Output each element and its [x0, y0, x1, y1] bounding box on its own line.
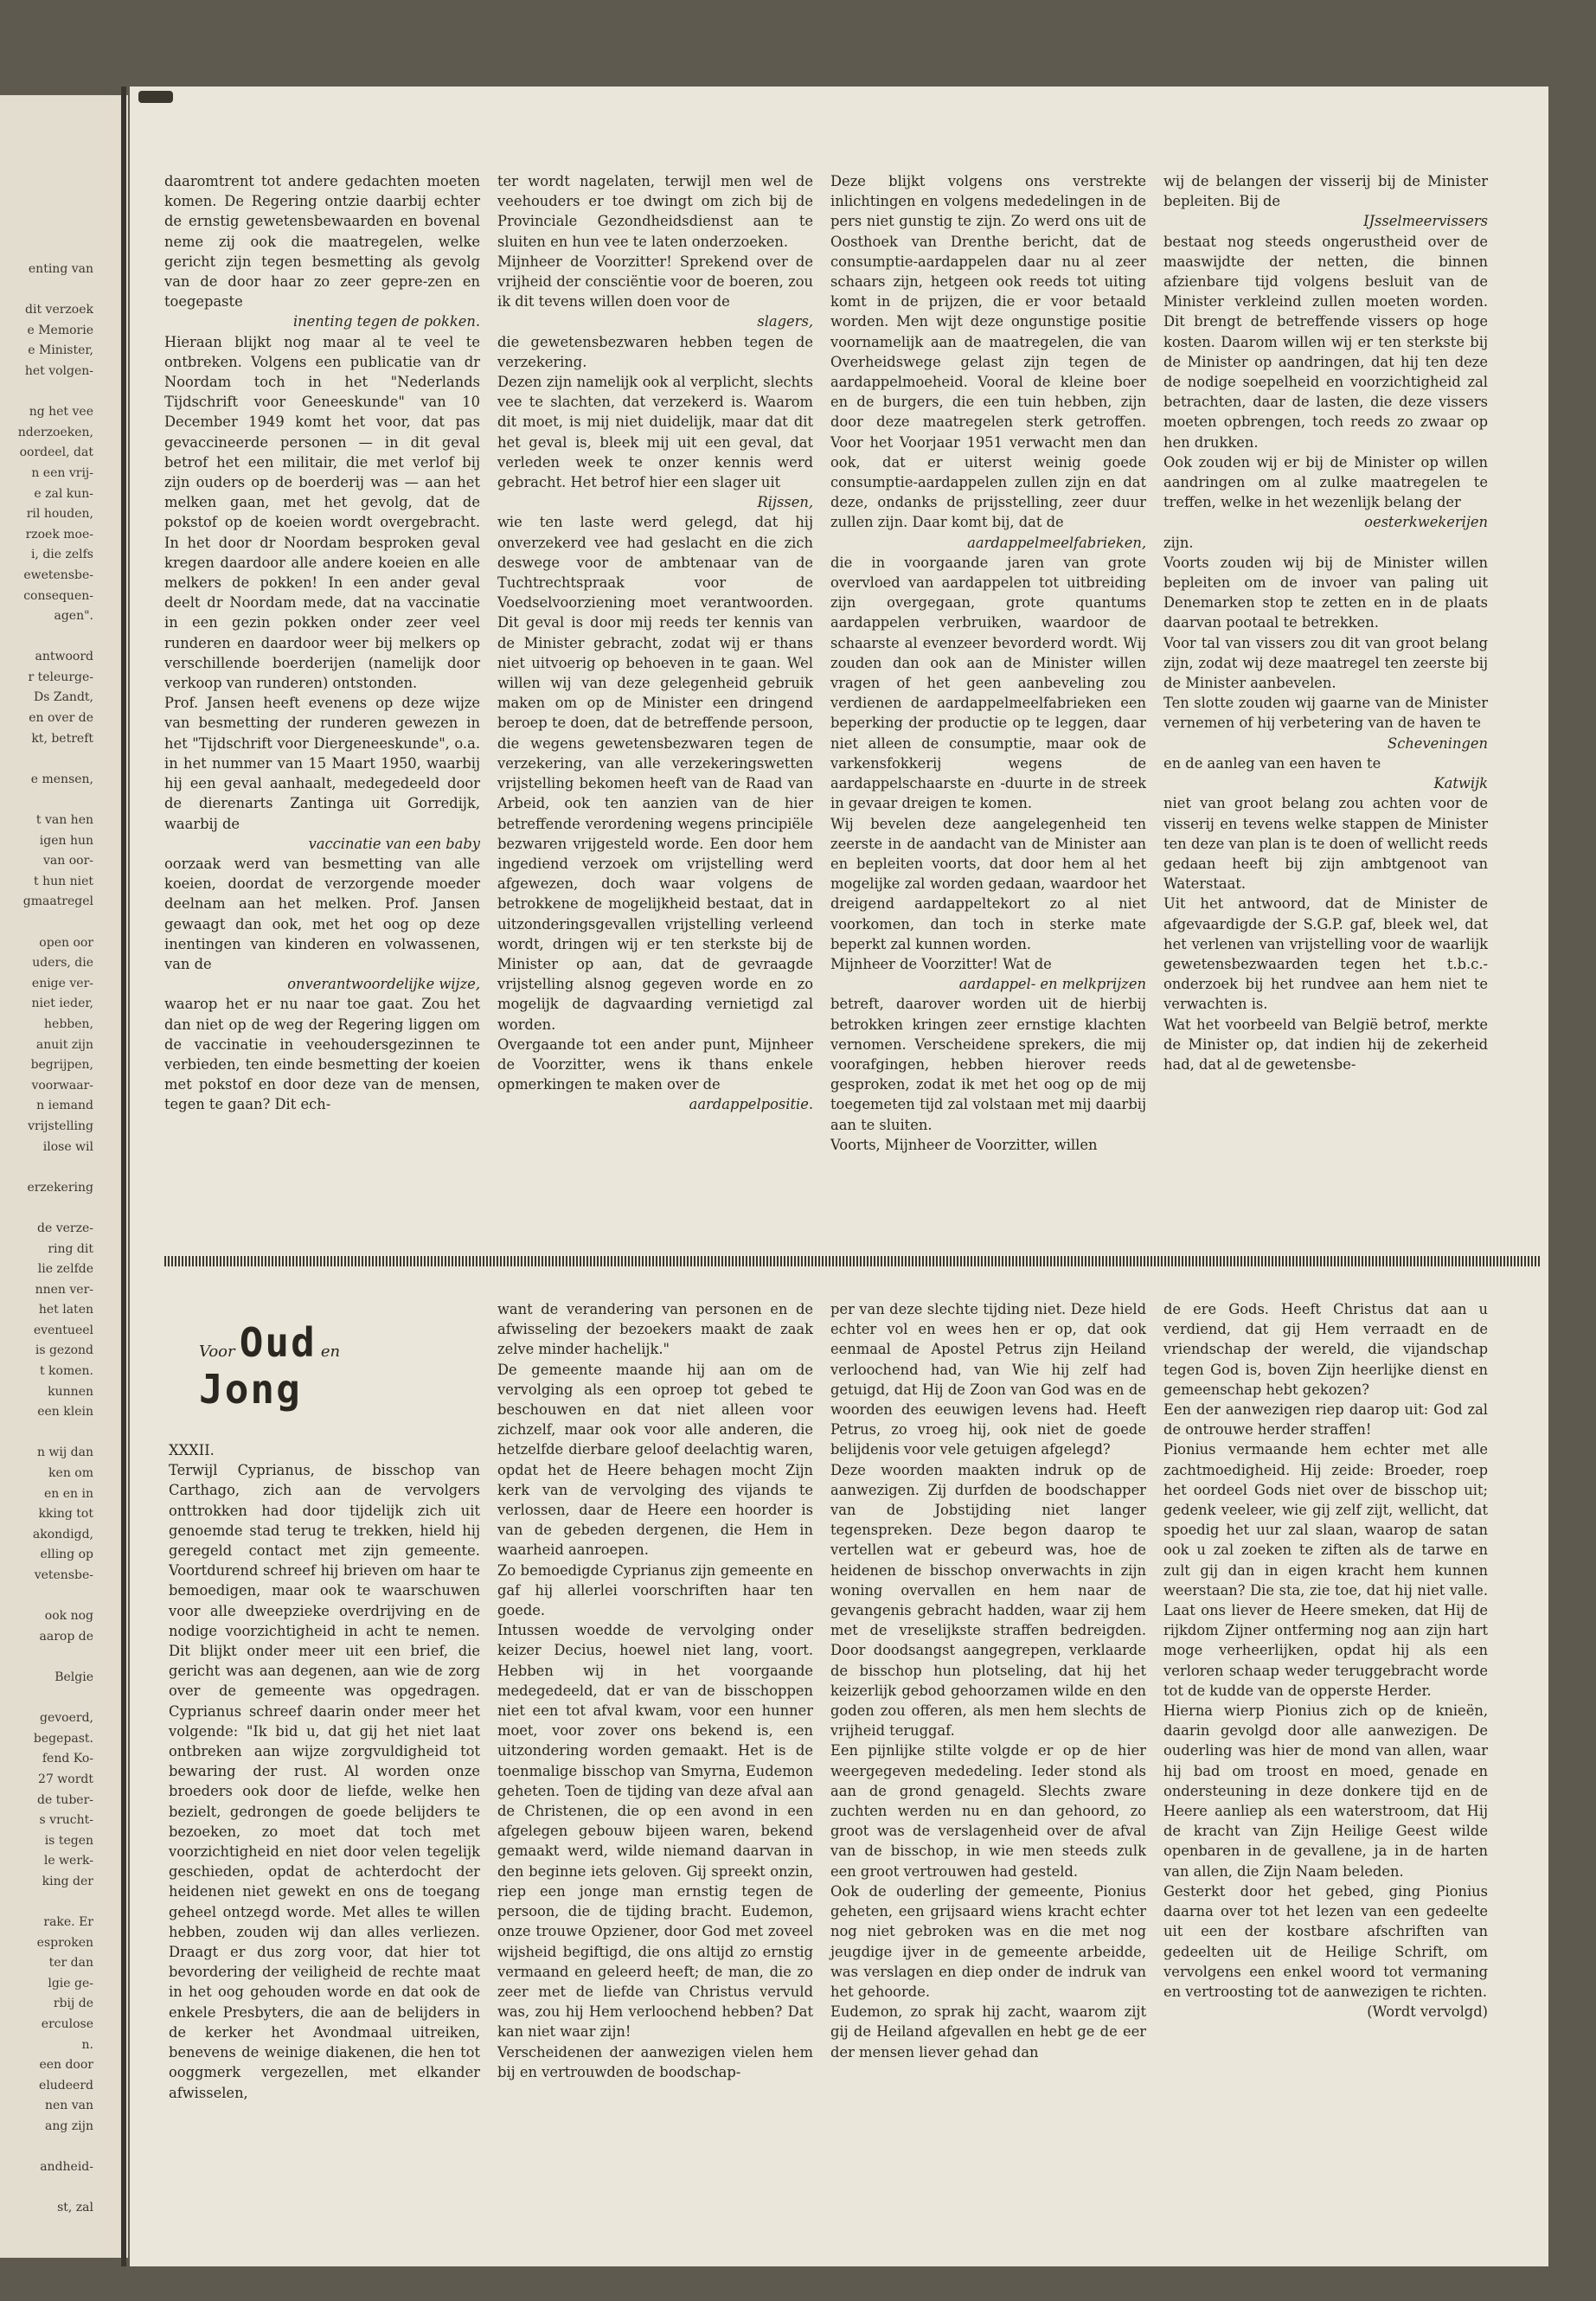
adjacent-page-line: esproken: [36, 1935, 93, 1950]
adjacent-page-line: andheid-: [40, 2160, 93, 2175]
adjacent-page-line: het volgen-: [24, 363, 93, 378]
adjacent-page-line: t komen.: [39, 1364, 93, 1379]
adjacent-page-line: [0, 1647, 93, 1668]
paragraph: betreft, daarover worden uit de hierbij betrokken kringen zeer ernstige klachten vernomen. Verscheidene sprekers, die mij voorafgingen, hebben hierover reeds gesproken, zodat ik met het oog op de mij toegemeten tijd zal volstaan met mij daarbij aan te sluiten.: [830, 996, 1146, 1133]
adjacent-page-line: lie zelfde: [37, 1262, 93, 1277]
adjacent-page-line: [0, 1423, 93, 1444]
paragraph: want de verandering van personen en de afwisseling der bezoekers maakt de zaak zelve minder hachelijk.": [497, 1301, 813, 1358]
adjacent-page-text: [0, 260, 93, 2219]
masthead-jong: Jong: [199, 1366, 302, 1413]
adjacent-page-line: r teleurge-: [28, 670, 93, 684]
paragraph: die gewetensbezwaren hebben tegen de verzekering.: [497, 333, 813, 370]
subheading: Scheveningen: [1388, 734, 1488, 752]
paragraph: Wij bevelen deze aangelegenheid ten zeerste in de aandacht van de Minister aan en bepleiten voorts, dat door hem al het mogelijke zal worden gedaan, waardoor het dreigend aardappeltekort zo al niet voorkomen, dan toch in sterke mate beperkt zal kunnen worden.: [830, 815, 1146, 952]
paper-tear: [138, 91, 173, 103]
subheading: IJsselmeervissers: [1363, 213, 1488, 230]
adjacent-page-line: en en in: [44, 1486, 93, 1501]
adjacent-page-line: dit verzoek: [25, 303, 93, 317]
paragraph: Terwijl Cyprianus, de bisschop van Carthago, zich aan de vervolgers onttrokken had door tijdelijk zich uit genoemde stad terug te trekken, hield hij geregeld contact met zijn gemeente. Voortdurend schreef hij brieven om haar te bemoedigen, maar ook te waarschuwen voor alle dweepzieke overdrijving en de nodige voorzichtigheid in acht te nemen. Dit blijkt onder meer uit een brief, die gericht was aan degenen, aan wie de zorg over de gemeente was opgedragen. Cyprianus schreef daarin onder meer het volgende: "Ik bid u, dat gij het niet laat ontbreken aan wijze zorgvuldigheid tot bewaring der rust. Al worden onze broeders ook door de liefde, welke hen bezielt, gedrongen de goede belijders te bezoeken, zo moet dat toch met voorzichtigheid en niet door velen tegelijk geschieden, opdat de achterdocht der heidenen niet gewekt en ons de toegang geheel ontzegd worde. Met alles te willen hebben, zouden wij dan alles verliezen. Draagt er dus zorg voor, dat hier tot bevordering der veiligheid de rechte maat in het oog gehouden worde en dat ook de enkele Presbyters, die aan de belijders in de kerker het Avondmaal uitreiken, benevens de weinige diakenen, die hen tot ooggmerk vergezellen, met elkander afwisselen,: [169, 1462, 480, 2101]
adjacent-page-line: eventueel: [33, 1323, 93, 1337]
paragraph: (Wordt vervolgd): [1367, 2003, 1488, 2021]
adjacent-page-line: gevoerd,: [40, 1711, 93, 1726]
section-divider: [164, 1256, 1540, 1266]
adjacent-page-line: erculose: [41, 2017, 93, 2032]
masthead-en: en: [320, 1343, 341, 1361]
adjacent-page-line: igen hun: [39, 833, 93, 848]
adjacent-page-line: niet ieder,: [31, 997, 93, 1011]
subheading: onverantwoordelijke wijze,: [287, 976, 480, 993]
paragraph: oorzaak werd van besmetting van alle koeien, doordat de verzorgende moeder deelnam aan het melken. Prof. Jansen gewaagt dan ook, met het oog op deze inentingen van kinderen en volwassenen, van de: [164, 855, 480, 972]
subheading: slagers,: [757, 313, 813, 330]
masthead-voor: Voor: [199, 1343, 235, 1361]
adjacent-page-line: een door: [39, 2058, 93, 2073]
adjacent-page-line: i, die zelfs: [30, 548, 93, 562]
adjacent-page-line: [0, 790, 93, 811]
adjacent-page-line: s vrucht-: [39, 1813, 93, 1828]
adjacent-page-line: aarop de: [39, 1629, 93, 1644]
adjacent-page-line: begrijpen,: [30, 1058, 93, 1073]
paragraph: Eudemon, zo sprak hij zacht, waarom zijt gij de Heiland afgevallen en hebt ge de eer der mensen liever gehad dan: [830, 2003, 1146, 2061]
adjacent-page-line: [0, 2178, 93, 2199]
adjacent-page-line: is gezond: [35, 1343, 93, 1358]
adjacent-page: [0, 95, 128, 2258]
story-column-3: [830, 1299, 1146, 2062]
paragraph: ter wordt nagelaten, terwijl men wel de veehouders er toe dwingt om zich bij de Provinciale Gezondheidsdienst aan te sluiten en hun vee te laten onderzoeken.: [497, 173, 813, 250]
page-spine: [121, 87, 126, 2266]
adjacent-page-line: eludeerd: [39, 2078, 93, 2093]
adjacent-page-line: kt, betreft: [31, 731, 93, 746]
adjacent-page-line: rake. Er: [43, 1915, 93, 1930]
adjacent-page-line: gmaatregel: [22, 894, 93, 909]
adjacent-page-line: e mensen,: [30, 772, 93, 786]
paragraph: bestaat nog steeds ongerustheid over de maaswijdte der netten, die binnen afzienbare tijd volgens besluit van de Minister verkleind zullen moeten worden. Dit brengt de betreffende vissers op hoge kosten. Daarom willen wij er ten sterkste bij de Minister op aandringen, dat hij ten deze de nodige soepelheid en voorzichtigheid zal betrachten, daar de lasten, die deze vissers moeten opbrengen, toch reeds zo zwaar op hen drukken.: [1163, 233, 1488, 451]
adjacent-page-line: t hun niet: [34, 874, 93, 888]
adjacent-page-line: van oor-: [42, 854, 93, 868]
subheading: oesterkwekerijen: [1364, 514, 1488, 531]
subheading: aardappelmeelfabrieken,: [967, 534, 1146, 551]
adjacent-page-line: t van hen: [35, 813, 93, 828]
adjacent-page-line: kunnen: [48, 1384, 93, 1399]
subheading: aardappelpositie.: [689, 1096, 813, 1113]
paragraph: Deze woorden maakten indruk op de aanwezigen. Zij durfden de boodschapper van de Jobstijding niet langer tegenspreken. Deze begon daarop te vertellen wat er gebeurd was, hoe de heidenen de bisschop onverwachts in zijn woning overvallen en hem naar de gevangenis gebracht hadden, waar zij hem met de vreselijkste straffen bedreigden. Door doodsangst aangegrepen, verklaarde de bisschop hun plotseling, dat hij het keizerlijk gebod gehoorzamen wilde en den goden zou offeren, als men hem slechts de vrijheid teruggaf.: [830, 1461, 1146, 1740]
paragraph: waarop het er nu naar toe gaat. Zou het dan niet op de weg der Regering liggen om de vaccinatie in veehoudersgezinnen te verbieden, ten einde besmetting der koeien met pokstof en door deze van de mensen, tegen te gaan? Dit ech-: [164, 996, 480, 1113]
adjacent-page-line: Ds Zandt,: [34, 690, 93, 705]
masthead-voor-oud-en-jong: [199, 1319, 433, 1413]
adjacent-page-line: consequen-: [23, 588, 93, 603]
paragraph: die in voorgaande jaren van grote overvloed van aardappelen tot uitbreiding zijn overgegaan, grote quantums aardappelen verbruiken, waardoor de schaarste al evenzeer bevorderd wordt. Wij zouden dan ook aan de Minister willen vragen of het geen aanbeveling zou verdienen de aardappelmeelfabrieken een beperking der productie op te leggen, daar niet alleen de consumptie, maar ook de varkensfokkerij wegens de aardappelschaarste en -duurte in de streek in gevaar dreigen te komen.: [830, 554, 1146, 812]
paragraph: Wat het voorbeeld van België betrof, merkte de Minister op, dat indien hij de zekerheid had, dat al de gewetensbe-: [1163, 1016, 1488, 1073]
story-column-2: [497, 1299, 813, 2082]
adjacent-page-line: anuit zijn: [35, 1037, 93, 1052]
adjacent-page-line: [0, 382, 93, 403]
adjacent-page-line: nnen ver-: [35, 1282, 93, 1297]
adjacent-page-line: [0, 1157, 93, 1178]
adjacent-page-line: agen".: [54, 609, 93, 624]
adjacent-page-line: vetensbe-: [34, 1568, 93, 1582]
adjacent-page-line: de tuber-: [36, 1792, 93, 1807]
paragraph: Hierna wierp Pionius zich op de knieën, daarin gevolgd door alle aanwezigen. De ouderling was hier de mond van allen, waar hij bad om troost en moed, genade en ondersteuning in deze donkere tijd en de Heere aanliep als een waterstroom, dat Hij de kracht van Zijn Heilige Geest wilde openbaren in de gevallene, ja in de harten van allen, die Zijn Naam beleden.: [1163, 1702, 1488, 1880]
paragraph: Overgaande tot een ander punt, Mijnheer de Voorzitter, wens ik thans enkele opmerkingen te maken over de: [497, 1035, 813, 1093]
adjacent-page-line: [0, 627, 93, 648]
paragraph: Zo bemoedigde Cyprianus zijn gemeente en gaf hij allerlei voorschriften haar ten goede.: [497, 1561, 813, 1619]
article-column-2: [497, 171, 813, 1115]
adjacent-page-line: ken om: [48, 1466, 93, 1481]
paragraph: zijn.: [1163, 534, 1194, 551]
paragraph: Pionius vermaande hem echter met alle zachtmoedigheid. Hij zeide: Broeder, roep het oordeel Gods niet over de bisschop uit; gedenk veeleer, wie gij zelf zijt, wellicht, dat spoedig het uur zal slaan, waarop de satan ook u zal zoeken te ziften als de tarwe en zult gij dan in eigen kracht hem kunnen weerstaan? Die sta, zie toe, dat hij niet valle. Laat ons liever de Heere smeken, dat Hij de rijkdom Zijner ontferming nog aan zijn hart moge verheerlijken, opdat hij als een verloren schaap weder teruggebracht worde tot de kudde van de opperste Herder.: [1163, 1441, 1488, 1699]
paragraph: De gemeente maande hij aan om de vervolging als een oproep tot gebed te beschouwen en dat niet alleen voor zichzelf, maar ook voor alle anderen, die hetzelfde dierbare geloof deelachtig waren, opdat het de Heere behagen mocht Zijn kerk van de vervolging des vijands te verlossen, daar de Heere een hoorder is van de gebeden dergenen, die Hem in waarheid aanroepen.: [497, 1361, 813, 1559]
story-column-1: [169, 1440, 480, 2103]
paragraph: Een pijnlijke stilte volgde er op de hier weergegeven mededeling. Ieder stond als aan de grond genageld. Slechts zware zuchten werden nu en dan gehoord, zo groot was de verslagenheid over de afval van de bisschop, in wie men steeds zulk een groot vertrouwen had gesteld.: [830, 1742, 1146, 1880]
adjacent-page-line: ng het vee: [29, 405, 93, 420]
article-column-4: [1163, 171, 1488, 1074]
paragraph: de ere Gods. Heeft Christus dat aan u verdiend, dat gij Hem verraadt en de vriendschap der wereld, die vijandschap tegen God is, boven Zijn heerlijke dienst en gemeenschap hebt gekozen?: [1163, 1301, 1488, 1398]
adjacent-page-line: ewetensbe-: [23, 567, 93, 582]
adjacent-page-line: 27 wordt: [38, 1772, 93, 1786]
paragraph: XXXII.: [169, 1442, 215, 1458]
paragraph: Voor tal van vissers zou dit van groot belang zijn, zodat wij deze maatregel ten zeerste bij de Minister aanbevelen.: [1163, 634, 1488, 692]
paragraph: Verscheidenen der aanwezigen vielen hem bij en vertrouwden de boodschap-: [497, 2043, 813, 2080]
adjacent-page-line: lgie ge-: [48, 1976, 93, 1990]
adjacent-page-line: akondigd,: [32, 1527, 93, 1541]
paragraph: Ten slotte zouden wij gaarne van de Minister vernemen of hij verbetering van de haven te: [1163, 695, 1488, 732]
adjacent-page-line: [0, 1893, 93, 1913]
paragraph: Intussen woedde de vervolging onder keizer Decius, hoewel niet lang, voort. Hebben wij in het voorgaande medegedeeld, dat er van de bisschoppen niet een tot afval kwam, voor een hunner moet, voor zover ons bekend is, een uitzondering worden gemaakt. Het is de toenmalige bisschop van Smyrna, Eudemon geheten. Toen de tijding van deze afval aan de Christenen, die op een avond in een afgelegen gebouw bijeen waren, bekend gemaakt werd, wilde niemand daarvan in den beginne iets geloven. Gij spreekt onzin, riep een jonge man ernstig tegen de persoon, die de tijding bracht. Eudemon, onze trouwe Opziener, door God met zoveel wijsheid begiftigd, die ons altijd zo ernstig vermaand en geleerd heeft; de man, die zo zeer met de liefde van Christus vervuld was, zou hij Hem verloochend hebben? Dat kan niet waar zijn!: [497, 1622, 813, 2041]
paragraph: Uit het antwoord, dat de Minister de afgevaardigde der S.G.P. gaf, bleek wel, dat het verlenen van vrijstelling voor de waarlijk gewetensbezwaarden tegen het t.b.c.-onderzoek bij het rundvee aan hem niet te verwachten is.: [1163, 895, 1488, 1013]
paragraph: Ook zouden wij er bij de Minister op willen aandringen om al zulke maatregelen te treffen, welke in het wezenlijk belang der: [1163, 453, 1488, 511]
adjacent-page-line: ring dit: [48, 1241, 93, 1256]
adjacent-page-line: le werk-: [43, 1854, 93, 1868]
adjacent-page-line: [0, 913, 93, 933]
adjacent-page-line: begepast.: [33, 1731, 93, 1746]
adjacent-page-line: vrijstelling: [28, 1118, 93, 1133]
adjacent-page-line: n wij dan: [36, 1445, 93, 1460]
adjacent-page-line: n.: [81, 2037, 93, 2052]
adjacent-page-line: fend Ko-: [42, 1752, 93, 1766]
adjacent-page-line: rzoek moe-: [25, 527, 93, 542]
adjacent-page-line: ril houden,: [26, 507, 93, 522]
paragraph: Mijnheer de Voorzitter! Wat de: [830, 955, 1052, 972]
adjacent-page-line: [0, 280, 93, 301]
adjacent-page-line: erzekering: [27, 1180, 93, 1195]
adjacent-page-line: open oor: [39, 935, 93, 950]
adjacent-page-line: n een vrij-: [31, 465, 93, 480]
adjacent-page-line: de verze-: [37, 1221, 93, 1235]
paragraph: Ook de ouderling der gemeente, Pionius geheten, een grijsaard wiens kracht echter nog niet gebroken was en die met nog jeugdige ijver in de gemeente arbeidde, was verslagen en diep onder de indruk van het gehoorde.: [830, 1882, 1146, 2000]
adjacent-page-line: voorwaar-: [31, 1078, 93, 1093]
paragraph: wij de belangen der visserij bij de Minister bepleiten. Bij de: [1163, 173, 1488, 210]
adjacent-page-line: n iemand: [36, 1099, 93, 1113]
paragraph: Deze blijkt volgens ons verstrekte inlichtingen en volgens mededelingen in de pers niet gunstig te zijn. Zo werd ons uit de Oosthoek van Drenthe bericht, dat de consumptie-aardappelen daar nu al zeer schaars zijn, hetgeen ook reeds tot uiting komt in de prijzen, die er voor betaald worden. Men wijt deze ongunstige positie voornamelijk aan de maatregelen, die van Overheidswege gelast zijn tegen de aardappelmoeheid. Vooral de kleine boer en de burgers, die een tuin hebben, zijn door deze maatregelen sterk getroffen. Voor het Voorjaar 1951 verwacht men dan ook, dat er uiterst weinig goede consumptie-aardappelen zullen zijn en dat deze, ondanks de prijsstelling, zeer duur zullen zijn. Daar komt bij, dat de: [830, 173, 1146, 531]
adjacent-page-line: elling op: [40, 1548, 93, 1562]
adjacent-page-line: ang zijn: [45, 2119, 93, 2134]
adjacent-page-line: st, zal: [57, 2201, 93, 2215]
adjacent-page-line: [0, 1586, 93, 1607]
article-column-1: [164, 171, 480, 1115]
adjacent-page-line: nen van: [44, 2099, 93, 2113]
adjacent-page-line: hebben,: [44, 1016, 93, 1031]
article-column-3: [830, 171, 1146, 1155]
adjacent-page-line: king der: [42, 1874, 93, 1888]
paragraph: per van deze slechte tijding niet. Deze hield echter vol en wees hen er op, dat ook eenmaal de Apostel Petrus zijn Heiland verloochend had, van Wie hij zelf had getuigd, dat Hij de Zoon van God was en de woorden des eeuwigen levens had. Heeft Petrus, zo vroeg hij, ook niet de goede belijdenis voor vele getuigen afgelegd?: [830, 1301, 1146, 1458]
adjacent-page-line: is tegen: [44, 1833, 93, 1848]
paragraph: Voorts zouden wij bij de Minister willen bepleiten om de invoer van paling uit Denemarken stop te zetten en in de plaats daarvan pootaal te betrekken.: [1163, 554, 1488, 631]
story-column-4: [1163, 1299, 1488, 2022]
adjacent-page-line: oordeel, dat: [19, 445, 93, 460]
adjacent-page-line: e Memorie: [27, 323, 93, 337]
adjacent-page-line: [0, 1198, 93, 1219]
adjacent-page-line: e Minister,: [28, 343, 93, 358]
subheading: Rijssen,: [757, 494, 813, 511]
adjacent-page-line: antwoord: [35, 650, 93, 664]
paragraph: niet van groot belang zou achten voor de visserij en tevens welke stappen de Minister ten deze van plan is te doen of wellicht reeds gedaan heeft bij zijn ambtgenoot van Waterstaat.: [1163, 795, 1488, 893]
adjacent-page-line: ook nog: [44, 1609, 93, 1624]
adjacent-page-line: [0, 749, 93, 770]
paragraph: daaromtrent tot andere gedachten moeten komen. De Regering ontzie daarbij echter de ernstig gewetensbewaarden en bovenal neme zij ook die maatregelen, welke gericht zijn tegen besmetting als gevolg van de door haar zo zeer gepre-zen en toegepaste: [164, 173, 480, 311]
masthead-oud: Oud: [239, 1319, 317, 1366]
subheading: Katwijk: [1433, 775, 1488, 792]
paragraph: Prof. Jansen heeft evenens op deze wijze van besmetting der runderen gewezen in het "Tijdschrift voor Diergeneeskunde", o.a. in het nummer van 15 Maart 1950, waarbij hij een geval aanhaalt, medegedeeld door de dierenarts Zantinga uit Gorredijk, waarbij de: [164, 695, 480, 832]
adjacent-page-line: een klein: [37, 1405, 93, 1420]
adjacent-page-line: het laten: [38, 1303, 93, 1317]
adjacent-page-line: kking tot: [38, 1507, 93, 1522]
paragraph: Mijnheer de Voorzitter! Sprekend over de vrijheid der consciëntie voor de boeren, zou ik dit tevens willen doen voor de: [497, 253, 813, 311]
adjacent-page-line: ter dan: [48, 1956, 93, 1971]
paragraph: wie ten laste werd gelegd, dat hij onverzekerd vee had geslacht en die zich deswege voor de ambtenaar van de Tuchtrechtspraak voor de Voedselvoorziening moet verantwoorden. Dit geval is door mij reeds ter kennis van de Minister gebracht, zodat wij er thans niet uitvoerig op behoeven in te gaan. Wel willen wij van deze gelegenheid gebruik maken om op de Minister een dringend beroep te doen, dat de betreffende persoon, die wegens gewetensbezwaren tegen de verzekering, van alle verzekeringswetten vrijstelling bekomen heeft van de Raad van Arbeid, ook ten aanzien van de hier betreffende verordening wegens principiële bezwaren vrijgesteld worde. Een door hem ingediend verzoek om vrijstelling werd afgewezen, doch waar volgens de betrokkene de mogelijkheid bestaat, dat in uitzonderingsgevallen vrijstelling verleend wordt, dringen wij er ten sterkste bij de Minister op aan, dat de gevraagde vrijstelling alsnog gegeven worde en zo mogelijk de dagvaarding vernietigd zal worden.: [497, 514, 813, 1033]
adjacent-page-line: [0, 1689, 93, 1709]
adjacent-page-line: uders, die: [32, 956, 93, 971]
paragraph: Voorts, Mijnheer de Voorzitter, willen: [830, 1136, 1098, 1153]
adjacent-page-line: en over de: [29, 711, 93, 726]
subheading: vaccinatie van een baby: [308, 835, 480, 852]
subheading: inenting tegen de pokken.: [292, 313, 480, 330]
paragraph: Hieraan blijkt nog maar al te veel te ontbreken. Volgens een publicatie van dr Noordam toch in het "Nederlands Tijdschrift voor Geneeskunde" van 10 December 1949 komt het voor, dat pas gevaccineerde personen — in dit geval betrof het een militair, die met verlof bij zijn ouders op de boerderij was — aan het melken gaan, met het gevolg, dat de pokstof op de koeien wordt overgebracht. In het door dr Noordam besproken geval kregen daardoor alle andere koeien en alle melkers de pokken! In een ander geval deelt dr Noordam mede, dat na vaccinatie in een gezin pokken onder zeer veel runderen en daardoor weer bij melkers op verschillende boerderijen (namelijk door verkoop van runderen) ontstonden.: [164, 333, 480, 692]
paragraph: Dezen zijn namelijk ook al verplicht, slechts vee te slachten, dat verzekerd is. Waarom dit moet, is mij niet duidelijk, maar dat dit het geval is, bleek mij uit een geval, dat verleden week te onzer kennis werd gebracht. Het betrof hier een slager uit: [497, 374, 813, 491]
adjacent-page-line: rbij de: [53, 1997, 93, 2011]
paragraph: Een der aanwezigen riep daarop uit: God zal de ontrouwe herder straffen!: [1163, 1401, 1488, 1439]
adjacent-page-line: nderzoeken,: [17, 425, 93, 439]
paragraph: en de aanleg van een haven te: [1163, 754, 1381, 772]
adjacent-page-line: ilose wil: [42, 1139, 93, 1154]
adjacent-page-line: Belgie: [54, 1670, 93, 1684]
adjacent-page-line: enige ver-: [31, 976, 93, 990]
subheading: aardappel- en melkprijzen: [958, 976, 1146, 993]
adjacent-page-line: enting van: [28, 262, 93, 276]
paragraph: Gesterkt door het gebed, ging Pionius daarna over tot het lezen van een gedeelte uit een der kostbare afschriften van gedeelten uit de Heilige Schrift, om vervolgens een enkel woord tot vermaning en vertroosting tot de aanwezigen te richten.: [1163, 1882, 1488, 2000]
adjacent-page-line: [0, 2138, 93, 2158]
adjacent-page-line: e zal kun-: [34, 486, 93, 501]
